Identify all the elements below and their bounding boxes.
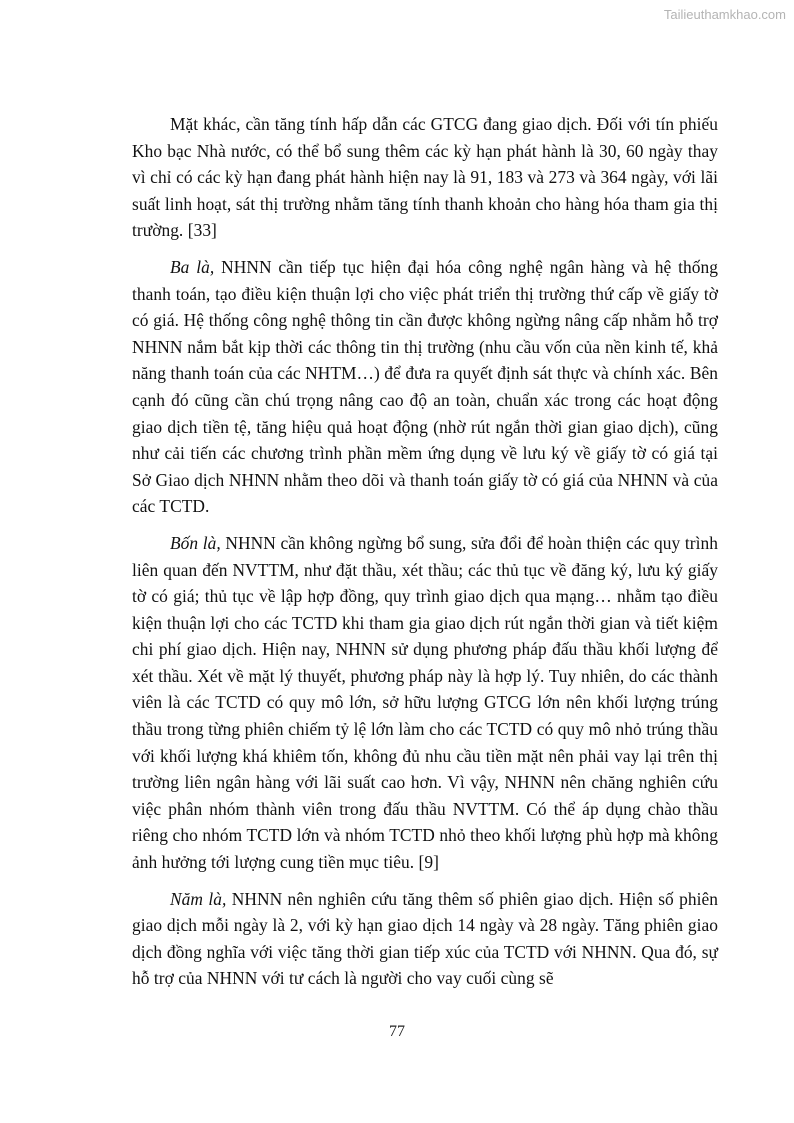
paragraph-text: Mặt khác, cần tăng tính hấp dẫn các GTCG đang giao dịch. Đối với tín phiếu Kho bạc Nhà nước, có thể bổ sung thêm các kỳ hạn phát hành là 30, 60 ngày thay vì chỉ có các kỳ hạn đang phát hành hiện nay là 91, 183 và 273 và 364 ngày, với lãi suất linh hoạt, sát thị trường nhằm tăng tính thanh khoản cho hàng hóa tham gia thị trường. [33] [132,114,718,241]
paragraph-bon-la [132,530,718,876]
paragraph-lead: Ba là, [170,256,215,277]
paragraph-mat-khac [132,111,718,244]
page-number: 77 [389,1023,405,1040]
document-body [132,111,718,1002]
paragraph-lead: Năm là, [170,888,227,909]
paragraph-ba-la [132,254,718,520]
paragraph-text: NHNN nên nghiên cứu tăng thêm số phiên giao dịch. Hiện số phiên giao dịch mỗi ngày là 2, với kỳ hạn giao dịch 14 ngày và 28 ngày. Tăng phiên giao dịch đồng nghĩa với việc tăng thời gian tiếp xúc của TCTD với NHNN. Qua đó, sự hỗ trợ của NHNN với tư cách là người cho vay cuối cùng sẽ [132,888,718,989]
paragraph-lead: Bốn là, [170,532,221,553]
paragraph-text: NHNN cần tiếp tục hiện đại hóa công nghệ ngân hàng và hệ thống thanh toán, tạo điều kiện thuận lợi cho việc phát triển thị trường thứ cấp về giấy tờ có giá. Hệ thống công nghệ thông tin cần được không ngừng nâng cấp nhằm hỗ trợ NHNN nắm bắt kịp thời các thông tin thị trường (nhu cầu vốn của nền kinh tế, khả năng thanh toán của các NHTM…) để đưa ra quyết định sát thực và chính xác. Bên cạnh đó cũng cần chú trọng nâng cao độ an toàn, chuẩn xác trong các hoạt động giao dịch tiền tệ, tăng hiệu quả hoạt động (nhờ rút ngắn thời gian giao dịch), cũng như cải tiến các chương trình phần mềm ứng dụng về lưu ký về giấy tờ có giá tại Sở Giao dịch NHNN nhằm theo dõi và thanh toán giấy tờ có giá của NHNN và của các TCTD. [132,256,718,517]
paragraph-nam-la [132,886,718,992]
paragraph-text: NHNN cần không ngừng bổ sung, sửa đổi để hoàn thiện các quy trình liên quan đến NVTTM, như đặt thầu, xét thầu; các thủ tục về đăng ký, lưu ký giấy tờ có giá; thủ tục về lập hợp đồng, quy trình giao dịch qua mạng… nhằm tạo điều kiện thuận lợi cho các TCTD khi tham gia giao dịch rút ngắn thời gian và tiết kiệm chi phí giao dịch. Hiện nay, NHNN sử dụng phương pháp đấu thầu khối lượng để xét thầu. Xét về mặt lý thuyết, phương pháp này là hợp lý. Tuy nhiên, do các thành viên là các TCTD có quy mô lớn, sở hữu lượng GTCG lớn nên khối lượng trúng thầu trong từng phiên chiếm tỷ lệ lớn làm cho các TCTD có quy mô nhỏ trúng thầu với khối lượng khá khiêm tốn, không đủ nhu cầu tiền mặt nên phải vay lại trên thị trường liên ngân hàng với lãi suất cao hơn. Vì vậy, NHNN nên chăng nghiên cứu việc phân nhóm thành viên trong đấu thầu NVTTM. Có thể áp dụng chào thầu riêng cho nhóm TCTD lớn và nhóm TCTD nhỏ theo khối lượng phù hợp mà không ảnh hưởng tới lượng cung tiền mục tiêu. [9] [132,532,718,873]
watermark-text: Tailieuthamkhao.com [663,7,786,22]
